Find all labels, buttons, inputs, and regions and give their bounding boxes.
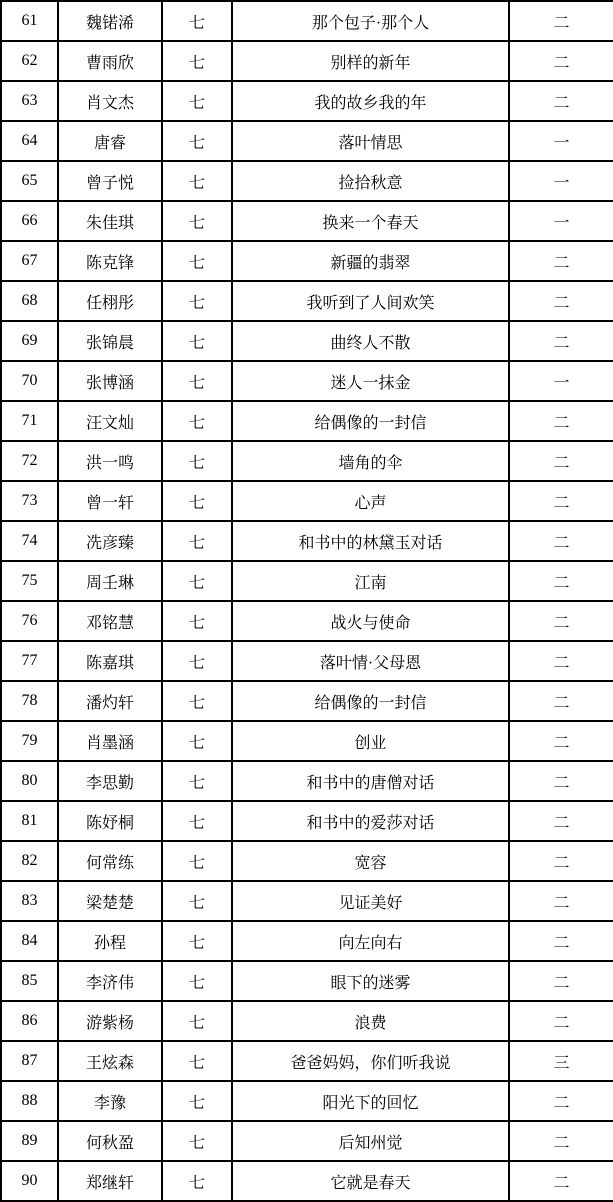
award-level-cell: 二 (509, 801, 613, 841)
essay-title-cell: 阳光下的回忆 (232, 1081, 509, 1121)
row-number-cell: 71 (1, 401, 58, 441)
grade-cell: 七 (162, 601, 232, 641)
row-number-cell: 69 (1, 321, 58, 361)
student-name-cell: 郑继轩 (58, 1161, 162, 1201)
table-row (1, 241, 613, 281)
table-row (1, 161, 613, 201)
student-name-cell: 孙程 (58, 921, 162, 961)
grade-cell: 七 (162, 241, 232, 281)
row-number-cell: 84 (1, 921, 58, 961)
row-number-cell: 61 (1, 1, 58, 41)
grade-cell: 七 (162, 41, 232, 81)
award-level-cell: 三 (509, 1041, 613, 1081)
award-level-cell: 二 (509, 81, 613, 121)
row-number-cell: 75 (1, 561, 58, 601)
award-level-cell: 二 (509, 841, 613, 881)
grade-cell: 七 (162, 281, 232, 321)
table-row (1, 721, 613, 761)
row-number-cell: 81 (1, 801, 58, 841)
table-row (1, 881, 613, 921)
grade-cell: 七 (162, 521, 232, 561)
table-row (1, 361, 613, 401)
student-name-cell: 唐睿 (58, 121, 162, 161)
essay-title-cell: 向左向右 (232, 921, 509, 961)
award-level-cell: 二 (509, 881, 613, 921)
award-level-cell: 二 (509, 1, 613, 41)
grade-cell: 七 (162, 401, 232, 441)
table-row (1, 321, 613, 361)
table-row (1, 401, 613, 441)
table-row (1, 961, 613, 1001)
student-name-cell: 陈嘉琪 (58, 641, 162, 681)
grade-cell: 七 (162, 1161, 232, 1201)
row-number-cell: 72 (1, 441, 58, 481)
grade-cell: 七 (162, 881, 232, 921)
student-name-cell: 邓铭慧 (58, 601, 162, 641)
award-level-cell: 二 (509, 921, 613, 961)
row-number-cell: 73 (1, 481, 58, 521)
grade-cell: 七 (162, 921, 232, 961)
row-number-cell: 90 (1, 1161, 58, 1201)
award-level-cell: 一 (509, 361, 613, 401)
award-level-cell: 一 (509, 161, 613, 201)
essay-title-cell: 曲终人不散 (232, 321, 509, 361)
student-name-cell: 肖墨涵 (58, 721, 162, 761)
row-number-cell: 82 (1, 841, 58, 881)
table-row (1, 681, 613, 721)
grade-cell: 七 (162, 761, 232, 801)
essay-title-cell: 给偶像的一封信 (232, 681, 509, 721)
row-number-cell: 76 (1, 601, 58, 641)
award-level-cell: 二 (509, 561, 613, 601)
row-number-cell: 89 (1, 1121, 58, 1161)
row-number-cell: 66 (1, 201, 58, 241)
essay-title-cell: 换来一个春天 (232, 201, 509, 241)
grade-cell: 七 (162, 161, 232, 201)
essay-title-cell: 捡拾秋意 (232, 161, 509, 201)
award-level-cell: 二 (509, 321, 613, 361)
student-name-cell: 张锦晨 (58, 321, 162, 361)
row-number-cell: 65 (1, 161, 58, 201)
grade-cell: 七 (162, 481, 232, 521)
student-name-cell: 梁楚楚 (58, 881, 162, 921)
row-number-cell: 83 (1, 881, 58, 921)
grade-cell: 七 (162, 1121, 232, 1161)
table-row (1, 521, 613, 561)
row-number-cell: 67 (1, 241, 58, 281)
table-row (1, 1, 613, 41)
student-name-cell: 洪一鸣 (58, 441, 162, 481)
row-number-cell: 87 (1, 1041, 58, 1081)
essay-title-cell: 落叶情·父母恩 (232, 641, 509, 681)
award-level-cell: 二 (509, 641, 613, 681)
award-level-cell: 二 (509, 961, 613, 1001)
essay-title-cell: 见证美好 (232, 881, 509, 921)
table-row (1, 561, 613, 601)
essay-title-cell: 和书中的唐僧对话 (232, 761, 509, 801)
essay-title-cell: 战火与使命 (232, 601, 509, 641)
grade-cell: 七 (162, 841, 232, 881)
grade-cell: 七 (162, 441, 232, 481)
row-number-cell: 68 (1, 281, 58, 321)
essay-title-cell: 我的故乡我的年 (232, 81, 509, 121)
essay-title-cell: 和书中的林黛玉对话 (232, 521, 509, 561)
table-row (1, 761, 613, 801)
essay-title-cell: 眼下的迷雾 (232, 961, 509, 1001)
essay-title-cell: 迷人一抹金 (232, 361, 509, 401)
student-name-cell: 曹雨欣 (58, 41, 162, 81)
essay-title-cell: 心声 (232, 481, 509, 521)
award-level-cell: 二 (509, 441, 613, 481)
student-name-cell: 冼彦臻 (58, 521, 162, 561)
table-row (1, 121, 613, 161)
award-level-cell: 二 (509, 1001, 613, 1041)
grade-cell: 七 (162, 201, 232, 241)
student-name-cell: 李豫 (58, 1081, 162, 1121)
award-level-cell: 二 (509, 1121, 613, 1161)
table-row (1, 81, 613, 121)
student-name-cell: 李思勤 (58, 761, 162, 801)
table-row (1, 641, 613, 681)
award-level-cell: 二 (509, 281, 613, 321)
grade-cell: 七 (162, 561, 232, 601)
student-name-cell: 曾一轩 (58, 481, 162, 521)
grade-cell: 七 (162, 681, 232, 721)
row-number-cell: 79 (1, 721, 58, 761)
row-number-cell: 85 (1, 961, 58, 1001)
row-number-cell: 74 (1, 521, 58, 561)
award-level-cell: 二 (509, 1161, 613, 1201)
award-level-cell: 一 (509, 121, 613, 161)
essay-title-cell: 和书中的爱莎对话 (232, 801, 509, 841)
grade-cell: 七 (162, 321, 232, 361)
grade-cell: 七 (162, 1081, 232, 1121)
student-name-cell: 李济伟 (58, 961, 162, 1001)
grade-cell: 七 (162, 1001, 232, 1041)
table-row (1, 921, 613, 961)
award-level-cell: 二 (509, 41, 613, 81)
table-row (1, 1041, 613, 1081)
essay-title-cell: 浪费 (232, 1001, 509, 1041)
row-number-cell: 63 (1, 81, 58, 121)
award-level-cell: 二 (509, 761, 613, 801)
essay-title-cell: 后知州觉 (232, 1121, 509, 1161)
table-row (1, 841, 613, 881)
grade-cell: 七 (162, 81, 232, 121)
essay-title-cell: 爸爸妈妈，你们听我说 (232, 1041, 509, 1081)
award-level-cell: 二 (509, 521, 613, 561)
essay-title-cell: 江南 (232, 561, 509, 601)
table-row (1, 1161, 613, 1201)
student-name-cell: 任栩彤 (58, 281, 162, 321)
award-level-cell: 二 (509, 721, 613, 761)
grade-cell: 七 (162, 961, 232, 1001)
essay-title-cell: 它就是春天 (232, 1161, 509, 1201)
essay-title-cell: 宽容 (232, 841, 509, 881)
award-level-cell: 一 (509, 201, 613, 241)
table-row (1, 601, 613, 641)
table-row (1, 201, 613, 241)
student-name-cell: 陈妤桐 (58, 801, 162, 841)
student-name-cell: 张博涵 (58, 361, 162, 401)
table-row (1, 1121, 613, 1161)
grade-cell: 七 (162, 361, 232, 401)
grade-cell: 七 (162, 721, 232, 761)
student-name-cell: 曾子悦 (58, 161, 162, 201)
row-number-cell: 88 (1, 1081, 58, 1121)
essay-title-cell: 我听到了人间欢笑 (232, 281, 509, 321)
award-level-cell: 二 (509, 401, 613, 441)
award-level-cell: 二 (509, 241, 613, 281)
student-name-cell: 魏锘浠 (58, 1, 162, 41)
essay-title-cell: 创业 (232, 721, 509, 761)
row-number-cell: 86 (1, 1001, 58, 1041)
table-row (1, 1081, 613, 1121)
essay-title-cell: 新疆的翡翠 (232, 241, 509, 281)
essay-title-cell: 那个包子·那个人 (232, 1, 509, 41)
table-row (1, 1001, 613, 1041)
table-row (1, 441, 613, 481)
grade-cell: 七 (162, 121, 232, 161)
grade-cell: 七 (162, 641, 232, 681)
grade-cell: 七 (162, 1, 232, 41)
student-name-cell: 潘灼轩 (58, 681, 162, 721)
row-number-cell: 77 (1, 641, 58, 681)
award-level-cell: 二 (509, 681, 613, 721)
row-number-cell: 78 (1, 681, 58, 721)
grade-cell: 七 (162, 1041, 232, 1081)
student-name-cell: 肖文杰 (58, 81, 162, 121)
award-level-cell: 二 (509, 601, 613, 641)
student-name-cell: 何常练 (58, 841, 162, 881)
row-number-cell: 62 (1, 41, 58, 81)
table-row (1, 281, 613, 321)
student-name-cell: 汪文灿 (58, 401, 162, 441)
award-level-cell: 二 (509, 1081, 613, 1121)
table-row (1, 481, 613, 521)
table-row (1, 41, 613, 81)
student-name-cell: 王炫森 (58, 1041, 162, 1081)
essay-title-cell: 落叶情思 (232, 121, 509, 161)
student-name-cell: 何秋盈 (58, 1121, 162, 1161)
essay-title-cell: 给偶像的一封信 (232, 401, 509, 441)
student-name-cell: 陈克锋 (58, 241, 162, 281)
student-name-cell: 朱佳琪 (58, 201, 162, 241)
row-number-cell: 64 (1, 121, 58, 161)
row-number-cell: 80 (1, 761, 58, 801)
essay-title-cell: 别样的新年 (232, 41, 509, 81)
table-row (1, 801, 613, 841)
essay-title-cell: 墙角的伞 (232, 441, 509, 481)
table-body (1, 1, 613, 1201)
student-name-cell: 周壬琳 (58, 561, 162, 601)
grade-cell: 七 (162, 801, 232, 841)
student-name-cell: 游紫杨 (58, 1001, 162, 1041)
award-level-cell: 二 (509, 481, 613, 521)
row-number-cell: 70 (1, 361, 58, 401)
